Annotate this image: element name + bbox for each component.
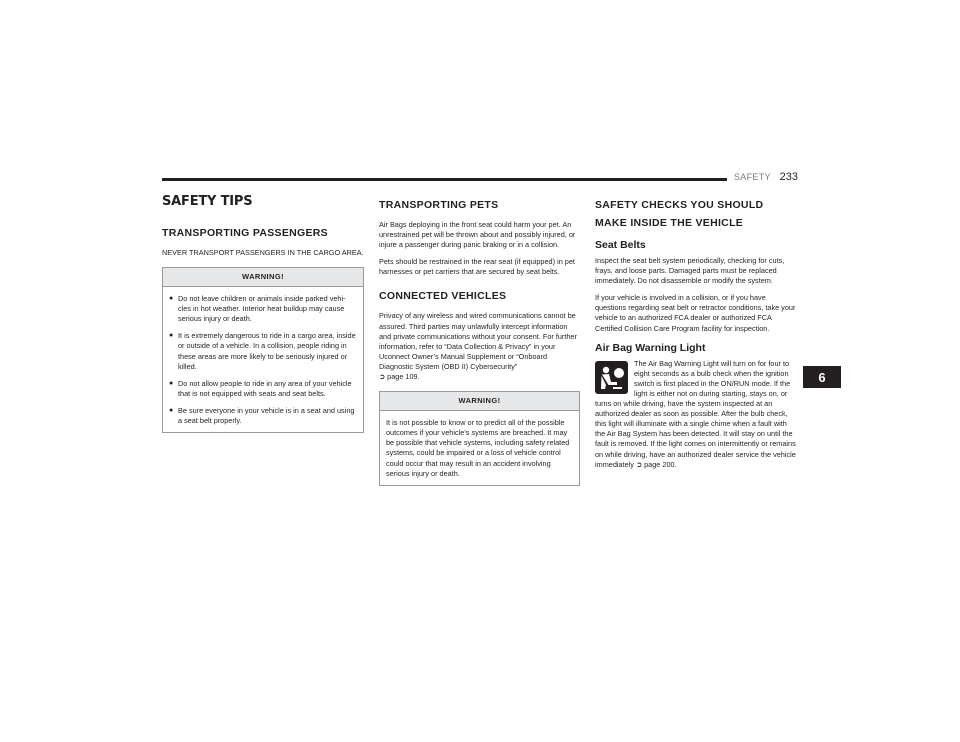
warning-item: ● Be sure everyone in your vehicle is in a seat and using a seat belt properly. — [169, 405, 355, 426]
connected-paragraph: Privacy of any wireless and wired communications cannot be assured. Third parties may unlawfully intercept information and private communications without your consent. For further information, refer to “Data Collection & Privacy” in your Uconnect Owner’s Manual Supplement or “Onboard Diagnostic System (OBD II) Cybersecurity” ➲ page 109. — [379, 311, 577, 382]
seatbelts-paragraph-1: Inspect the seat belt system periodically, checking for cuts, frays, and loose parts. Damaged parts must be replaced immediately. Do not disassemble or modify the system. — [595, 256, 785, 286]
bullet-icon: ● — [169, 332, 174, 340]
pets-paragraph-2: Pets should be restrained in the rear seat (if equipped) in pet harnesses or pet carriers that are secured by seat belts. — [379, 257, 575, 277]
page-header — [162, 172, 798, 184]
column-right — [595, 194, 798, 470]
column-left — [162, 194, 364, 433]
header-rule — [162, 178, 727, 181]
heading-transporting-pets: TRANSPORTING PETS — [379, 199, 499, 211]
warning-item: ● Do not leave children or animals inside parked vehi-cles in hot weather. Interior heat buildup may cause serious injury or death. — [169, 294, 346, 324]
page-reference-link[interactable]: ➲ page 109. — [379, 372, 420, 382]
airbag-paragraph: The Air Bag Warning Light will turn on for four to eight seconds as a bulb check when the ignition switch is first placed in the ON/RUN mode. If the light is either not on during starting, stays on, or turns on while driving, have the system inspected at an authorized dealer as soon as possible. After the bulb check, this light will illuminate with a single chime when a fault with the Air Bag System has been detected. It will stay on until the fault is removed. If the light comes on intermittently or remains on while driving, have an authorized dealer service the vehicle immediately — [595, 358, 796, 469]
warning-item: ● It is extremely dangerous to ride in a cargo area, inside or outside of a vehicle. In a collision, people riding in these areas are more likely to be seriously injured or killed. — [169, 331, 356, 371]
warning-box-connected — [379, 391, 580, 486]
heading-air-bag-warning-light: Air Bag Warning Light — [595, 341, 706, 354]
chapter-tab[interactable]: 6 — [803, 366, 841, 388]
page-reference-link[interactable]: ➲ page 200. — [635, 459, 677, 469]
heading-safety-checks: SAFETY CHECKS YOU SHOULD MAKE INSIDE THE VEHICLE — [595, 199, 764, 229]
bullet-icon: ● — [169, 406, 174, 414]
warning-title: WARNING! — [163, 268, 363, 287]
warning-text: It is not possible to know or to predict all of the possible outcomes if your vehicle’s systems are breached. It may be possible that vehicle systems, including safety related systems, could be impaired or a loss of vehicle control could occur that may result in an accident involving serious injury or death. — [386, 418, 570, 478]
pets-paragraph-1: Air Bags deploying in the front seat could harm your pet. An unrestrained pet will be thrown about and possibly injured, or injure a passenger during panic braking or in a collision. — [379, 220, 576, 250]
section-title: SAFETY TIPS — [162, 194, 253, 209]
page-number: 233 — [779, 171, 798, 183]
warning-box-passengers — [162, 267, 364, 433]
airbag-section — [595, 359, 798, 470]
seatbelts-paragraph-2: If your vehicle is involved in a collision, or if you have questions regarding seat belt or retractor conditions, take your vehicle to an authorized FCA dealer or authorized FCA Certified Collision Care Program facility for inspection. — [595, 293, 796, 333]
header-section-title: SAFETY — [734, 172, 771, 182]
warning-item: ● Do not allow people to ride in any area of your vehicle that is not equipped with seats and seat belts. — [169, 378, 352, 398]
heading-seat-belts: Seat Belts — [595, 239, 646, 251]
airbag-warning-light-icon — [595, 361, 628, 394]
heading-transporting-passengers: TRANSPORTING PASSENGERS — [162, 227, 328, 239]
passengers-notice: NEVER TRANSPORT PASSENGERS IN THE CARGO AREA. — [162, 248, 364, 257]
arrow-right-icon: ➲ — [635, 459, 643, 469]
arrow-right-icon: ➲ — [379, 372, 386, 382]
bullet-icon: ● — [169, 379, 174, 387]
bullet-icon: ● — [169, 295, 174, 303]
warning-title: WARNING! — [380, 392, 579, 411]
heading-connected-vehicles: CONNECTED VEHICLES — [379, 290, 507, 303]
column-middle — [379, 194, 580, 486]
